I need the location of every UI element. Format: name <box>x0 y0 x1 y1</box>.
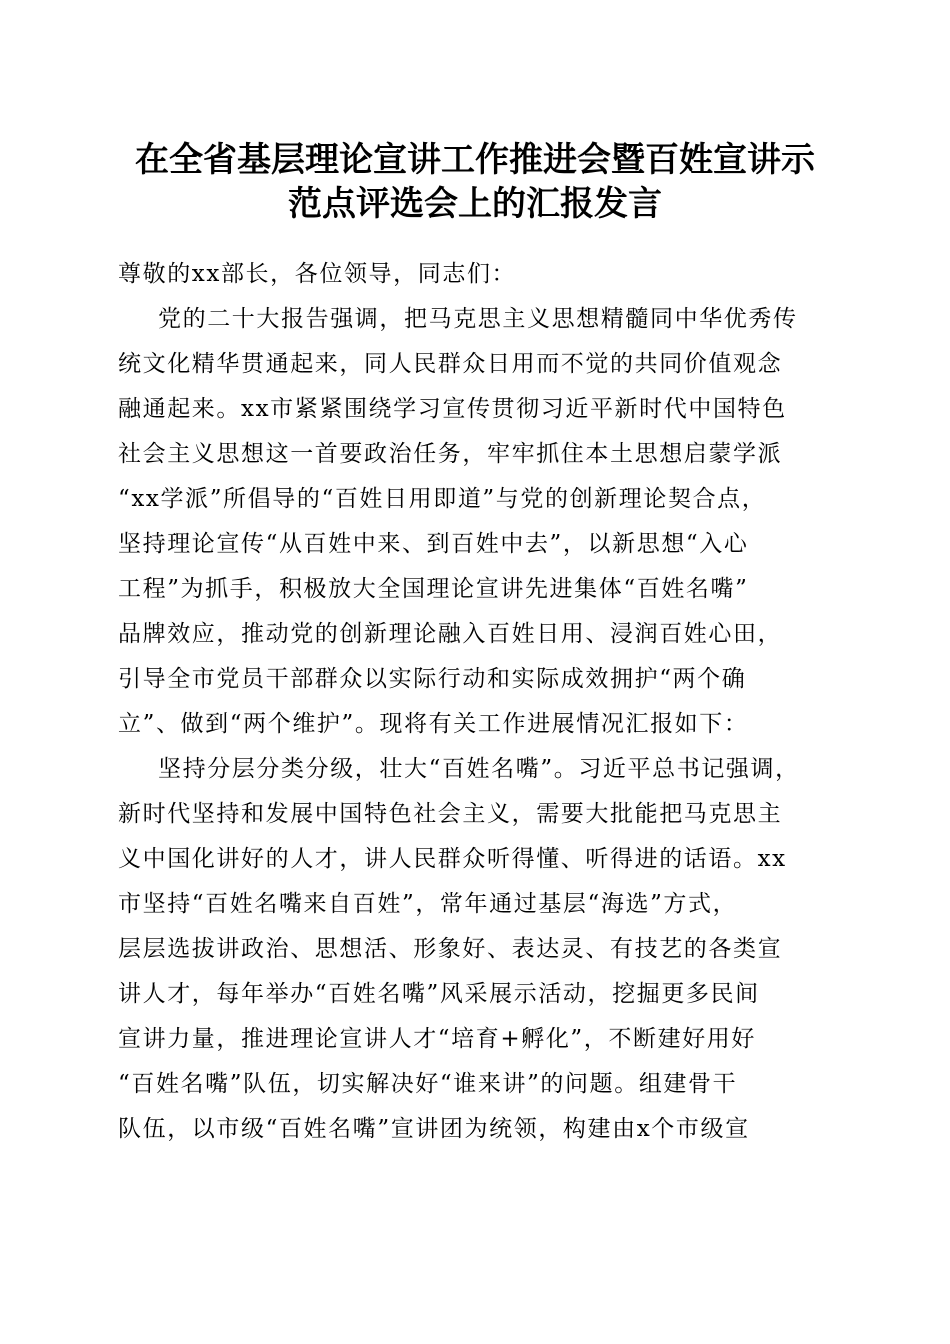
paragraph-2-line: 义中国化讲好的人才，讲人民群众听得懂、听得进的话语。xx <box>118 846 787 872</box>
paragraph-2-line: 层层选拔讲政治、思想活、形象好、表达灵、有技艺的各类宣 <box>118 936 783 962</box>
paragraph-1-line: 立”、做到“两个维护”。现将有关工作进展情况汇报如下： <box>118 711 749 737</box>
paragraph-1-line: 社会主义思想这一首要政治任务，牢牢抓住本土思想启蒙学派 <box>118 441 783 467</box>
title-line-1: 在全省基层理论宣讲工作推进会暨百姓宣讲示 <box>135 140 815 180</box>
paragraph-2-line: 队伍，以市级“百姓名嘴”宣讲团为统领，构建由x个市级宣 <box>118 1116 750 1142</box>
salutation: 尊敬的xx部长，各位领导，同志们： <box>118 261 517 287</box>
paragraph-1-line: 引导全市党员干部群众以实际行动和实际成效拥护“两个确 <box>118 666 747 692</box>
paragraph-1-line: 统文化精华贯通起来，同人民群众日用而不觉的共同价值观念 <box>118 351 783 377</box>
paragraph-2-line: 宣讲力量，推进理论宣讲人才“培育+孵化”，不断建好用好 <box>118 1026 756 1052</box>
paragraph-1-line: 融通起来。xx市紧紧围绕学习宣传贯彻习近平新时代中国特色 <box>118 396 787 422</box>
paragraph-1-line: 党的二十大报告强调，把马克思主义思想精髓同中华优秀传 <box>158 306 798 332</box>
paragraph-2-line: 新时代坚持和发展中国特色社会主义，需要大批能把马克思主 <box>118 801 783 827</box>
title-line-2: 范点评选会上的汇报发言 <box>288 184 662 224</box>
paragraph-2-line: 坚持分层分类分级，壮大“百姓名嘴”。习近平总书记强调， <box>158 756 800 782</box>
paragraph-1-line: 品牌效应，推动党的创新理论融入百姓日用、浸润百姓心田， <box>118 621 783 647</box>
paragraph-1-line: 坚持理论宣传“从百姓中来、到百姓中去”，以新思想“入心 <box>118 531 749 557</box>
paragraph-1-line: 工程”为抓手，积极放大全国理论宣讲先进集体“百姓名嘴” <box>118 576 749 602</box>
paragraph-2-line: 讲人才，每年举办“百姓名嘴”风采展示活动，挖掘更多民间 <box>118 981 760 1007</box>
paragraph-2-line: 市坚持“百姓名嘴来自百姓”，常年通过基层“海选”方式， <box>118 891 738 917</box>
paragraph-2-line: “百姓名嘴”队伍，切实解决好“谁来讲”的问题。组建骨干 <box>118 1071 738 1097</box>
paragraph-1-line: “xx学派”所倡导的“百姓日用即道”与党的创新理论契合点， <box>118 486 767 512</box>
document-body <box>118 252 834 1152</box>
document-title <box>100 138 850 226</box>
